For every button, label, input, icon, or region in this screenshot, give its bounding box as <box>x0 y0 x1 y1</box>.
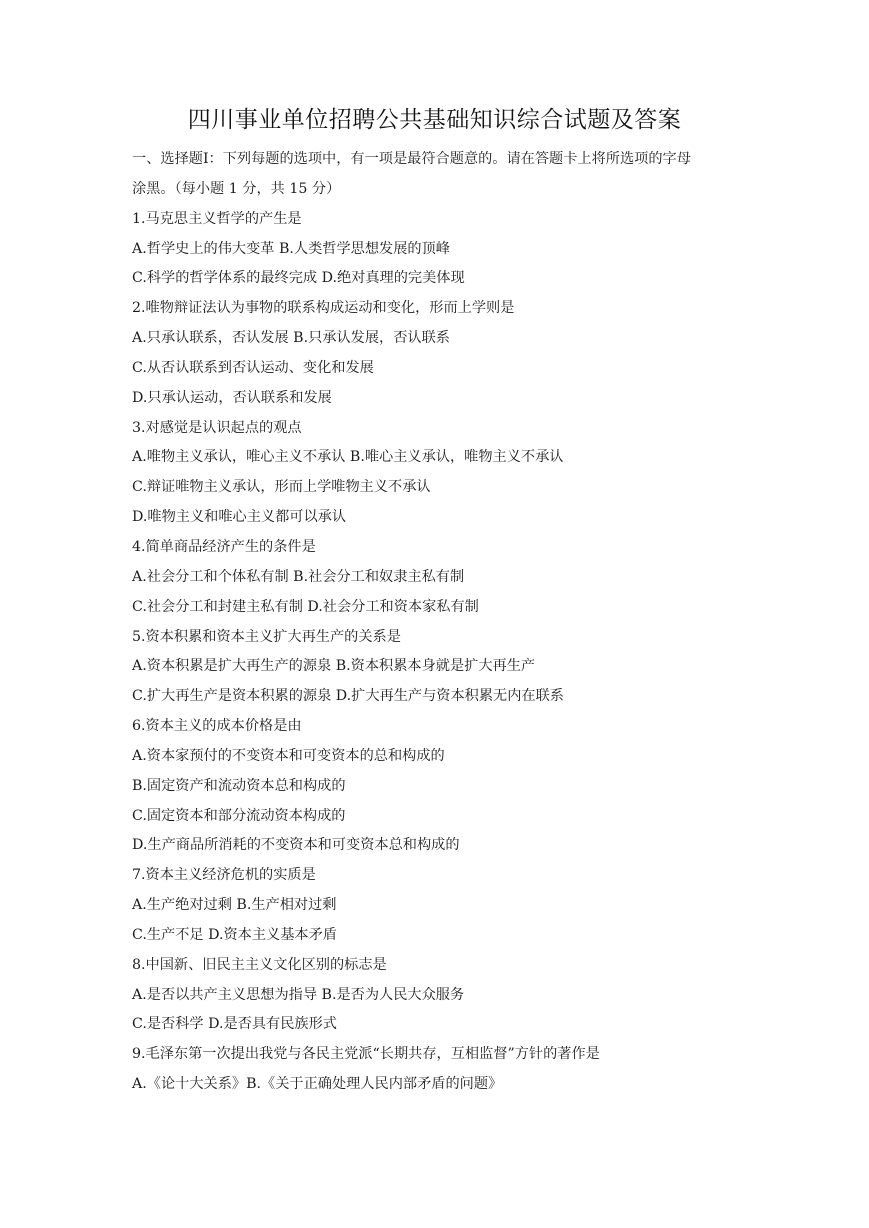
option-line: A.是否以共产主义思想为指导 B.是否为人民大众服务 <box>132 986 465 1003</box>
option-line: A.只承认联系，否认发展 B.只承认发展，否认联系 <box>132 330 450 347</box>
question-line: 9.毛泽东第一次提出我党与各民主党派“长期共存，互相监督”方针的著作是 <box>132 1046 600 1063</box>
option-line: A.社会分工和个体私有制 B.社会分工和奴隶主私有制 <box>132 568 465 585</box>
text-line: 一、选择题Ⅰ：下列每题的选项中，有一项是最符合题意的。请在答题卡上将所选项的字母 <box>132 151 691 167</box>
document-title: 四川事业单位招聘公共基础知识综合试题及答案 <box>187 107 682 133</box>
option-line: C.固定资本和部分流动资本构成的 <box>132 807 346 824</box>
option-line: C.扩大再生产是资本积累的源泉 D.扩大再生产与资本积累无内在联系 <box>132 688 564 705</box>
option-line: A.资本积累是扩大再生产的源泉 B.资本积累本身就是扩大再生产 <box>132 658 536 675</box>
question-line: 3.对感觉是认识起点的观点 <box>132 419 302 436</box>
option-line: C.从否认联系到否认运动、变化和发展 <box>132 359 374 376</box>
option-line: B.固定资产和流动资本总和构成的 <box>132 777 346 794</box>
text-line: 涂黑。（每小题 1 分，共 15 分） <box>132 180 341 197</box>
question-line: 2.唯物辩证法认为事物的联系构成运动和变化，形而上学则是 <box>132 300 515 317</box>
option-line: C.科学的哲学体系的最终完成 D.绝对真理的完美体现 <box>132 270 465 287</box>
option-line: A.《论十大关系》B.《关于正确处理人民内部矛盾的问题》 <box>132 1076 503 1093</box>
question-line: 4.简单商品经济产生的条件是 <box>132 538 316 555</box>
question-line: 5.资本积累和资本主义扩大再生产的关系是 <box>132 628 401 645</box>
option-line: C.辩证唯物主义承认，形而上学唯物主义不承认 <box>132 479 431 496</box>
option-line: D.生产商品所消耗的不变资本和可变资本总和构成的 <box>132 837 460 854</box>
option-line: D.只承认运动，否认联系和发展 <box>132 389 332 406</box>
option-line: C.社会分工和封建主私有制 D.社会分工和资本家私有制 <box>132 598 479 615</box>
question-line: 1.马克思主义哲学的产生是 <box>132 210 302 227</box>
option-line: A.生产绝对过剩 B.生产相对过剩 <box>132 897 337 914</box>
question-line: 7.资本主义经济危机的实质是 <box>132 867 316 884</box>
option-line: A.哲学史上的伟大变革 B.人类哲学思想发展的顶峰 <box>132 240 450 257</box>
option-line: A.资本家预付的不变资本和可变资本的总和构成的 <box>132 747 445 764</box>
option-line: A.唯物主义承认，唯心主义不承认 B.唯心主义承认，唯物主义不承认 <box>132 449 564 466</box>
question-line: 8.中国新、旧民主主义文化区别的标志是 <box>132 956 387 973</box>
option-line: D.唯物主义和唯心主义都可以承认 <box>132 509 347 526</box>
option-line: C.生产不足 D.资本主义基本矛盾 <box>132 926 337 943</box>
document-body <box>132 145 752 1100</box>
question-line: 6.资本主义的成本价格是由 <box>132 718 302 735</box>
option-line: C.是否科学 D.是否具有民族形式 <box>132 1016 337 1033</box>
